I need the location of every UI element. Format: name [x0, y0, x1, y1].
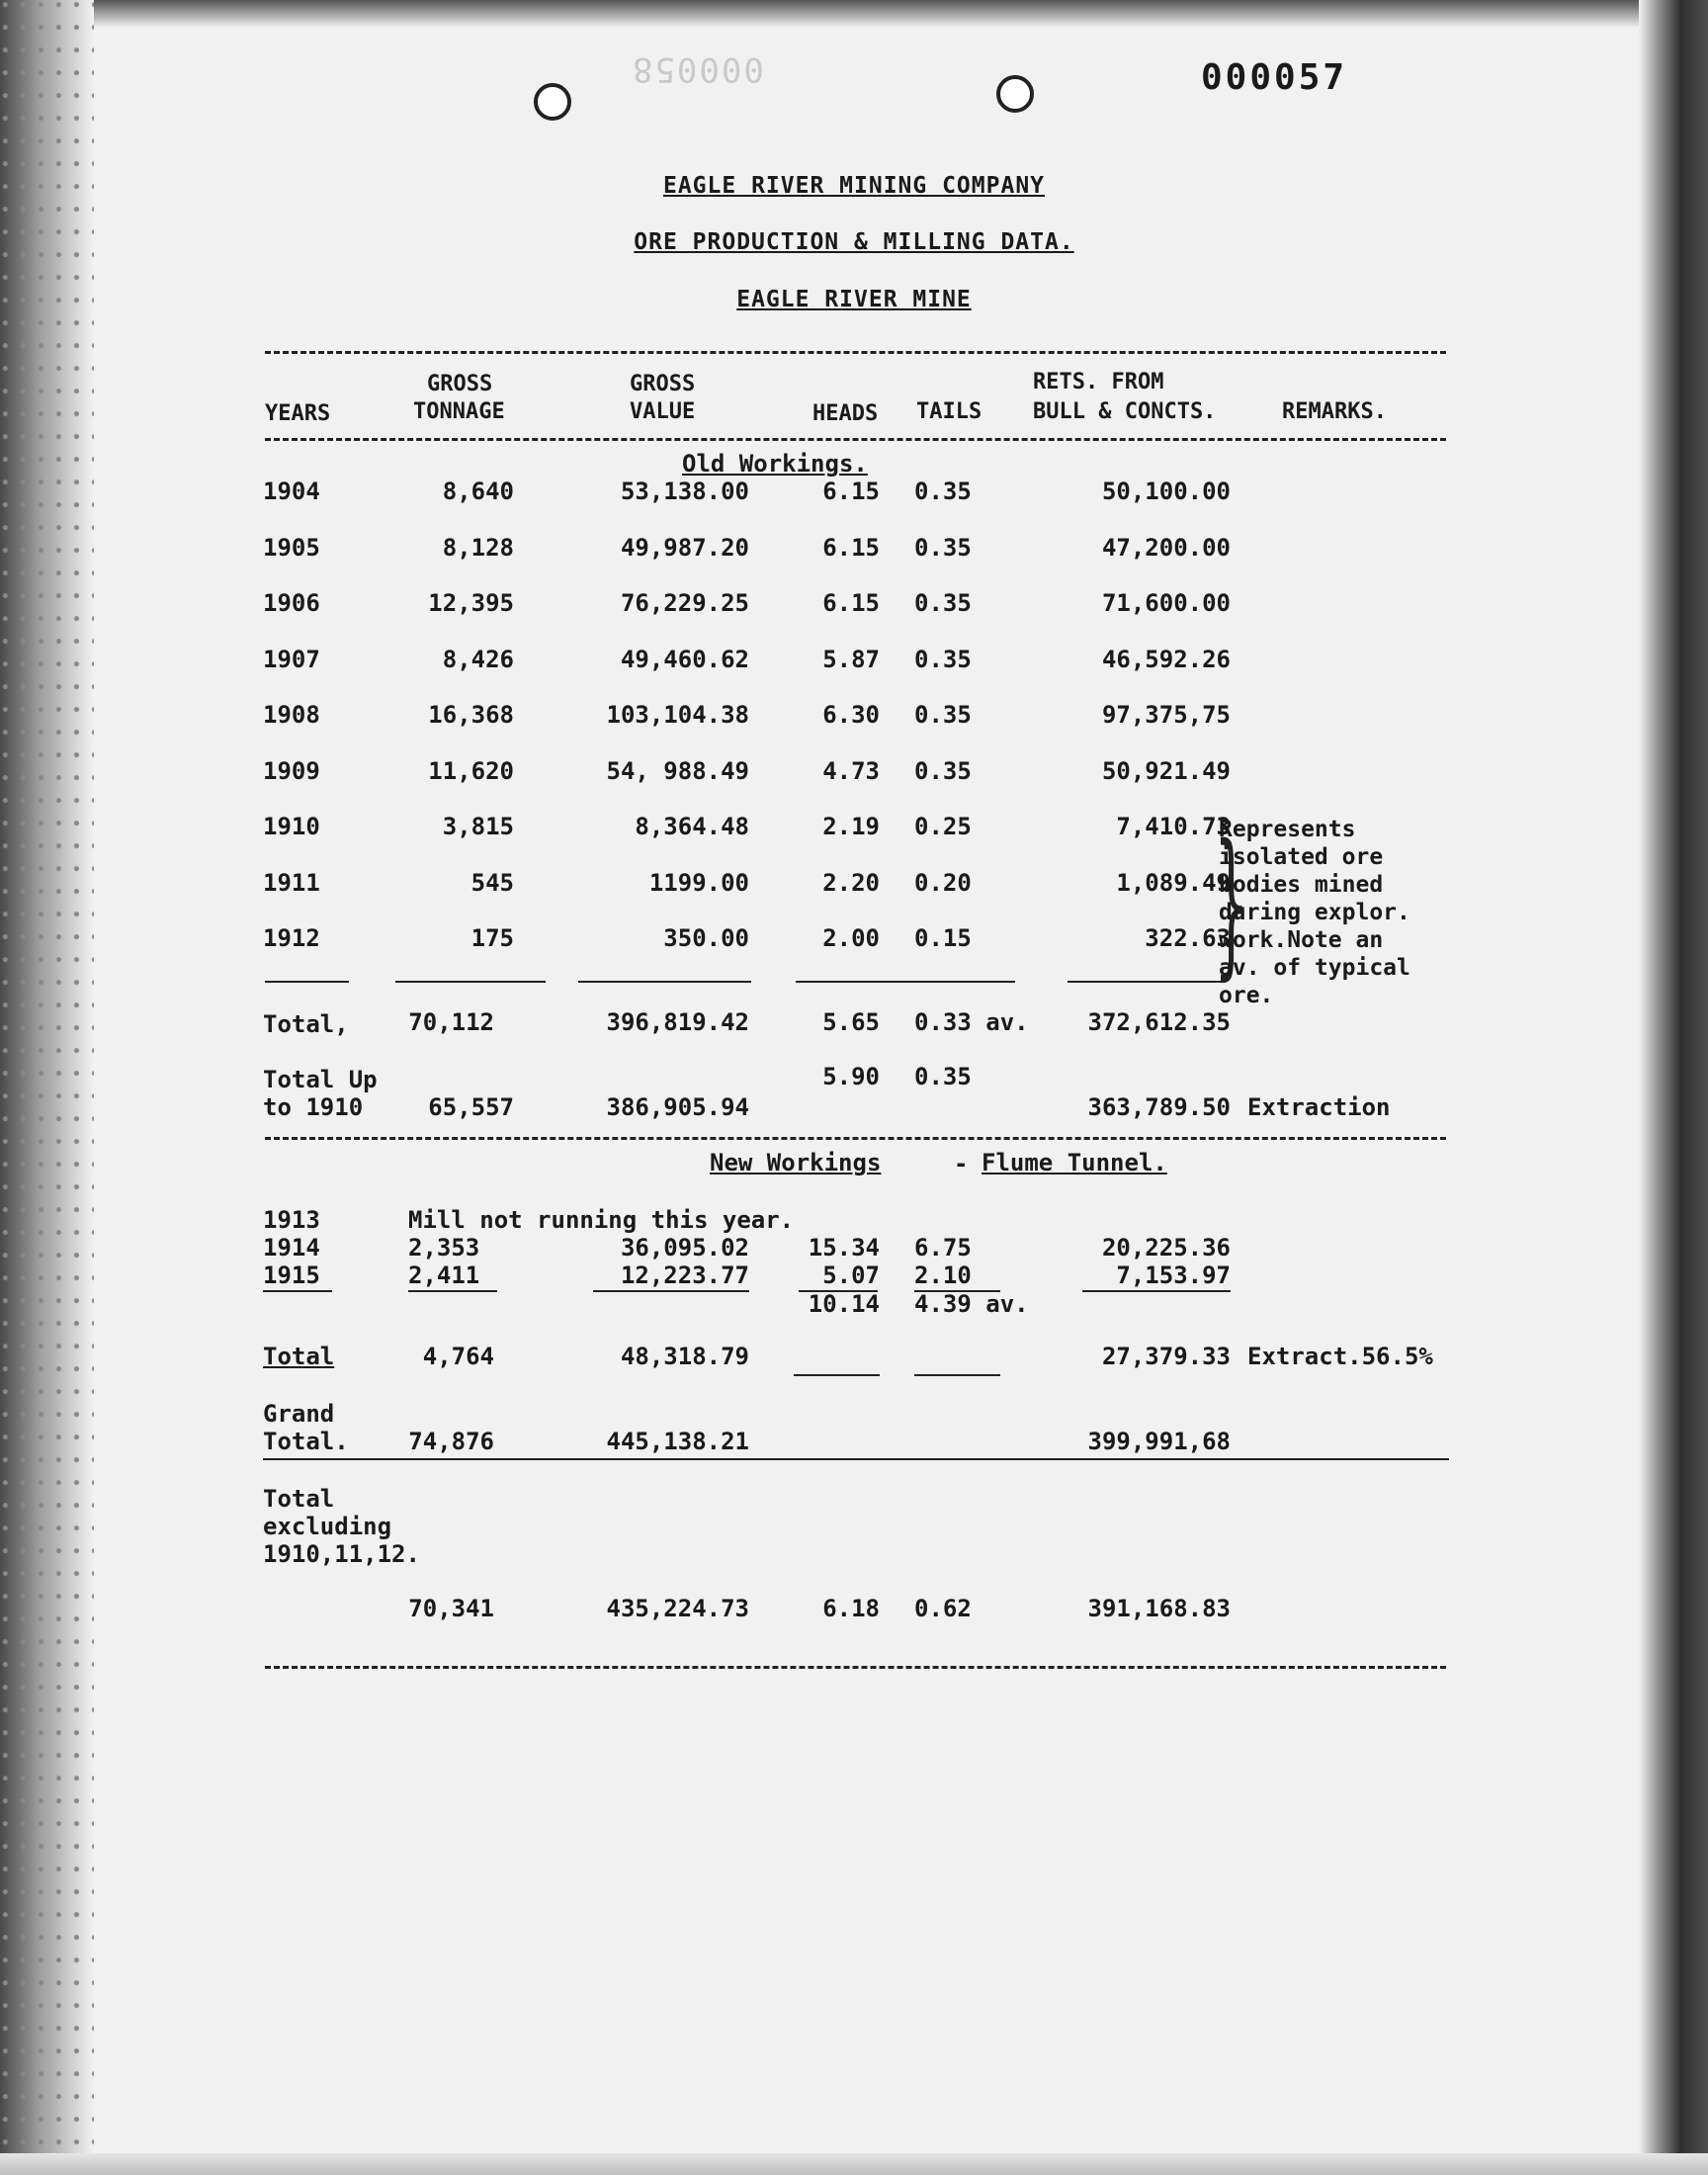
- new-total-rets: 27,379.33: [1101, 1343, 1231, 1370]
- total-up-heads: 5.90: [822, 1063, 880, 1090]
- document-number: 000057: [1201, 57, 1348, 98]
- new-row-tails: 2.10: [914, 1262, 972, 1289]
- total-up-remark: Extraction: [1247, 1093, 1391, 1121]
- excl-label-2: excluding: [263, 1513, 392, 1540]
- row-year: 1904: [263, 478, 320, 505]
- row-1913-year: 1913: [263, 1206, 320, 1234]
- new-row-value: 36,095.02: [620, 1234, 749, 1262]
- new-row-tonnage: 2,411: [408, 1262, 480, 1289]
- section-flume-tunnel: Flume Tunnel.: [982, 1149, 1167, 1176]
- blank-tails-line: [914, 1374, 1000, 1376]
- old-total-heads: 5.65: [822, 1008, 880, 1036]
- row-year: 1906: [263, 589, 320, 617]
- row-tonnage: 12,395: [428, 589, 514, 617]
- new-row-rets: 20,225.36: [1101, 1234, 1231, 1262]
- excl-label-1: Total: [263, 1485, 335, 1513]
- underline-1915-tonnage: [408, 1290, 497, 1292]
- blank-heads-line: [794, 1374, 880, 1376]
- row-value: 8,364.48: [635, 813, 749, 840]
- row-rets: 46,592.26: [1101, 645, 1231, 673]
- old-total-label: Total,: [263, 1010, 349, 1038]
- row-rets: 71,600.00: [1101, 589, 1231, 617]
- underline-tonnage: [395, 981, 546, 983]
- new-row-year: 1915: [263, 1262, 320, 1289]
- divider-top: [265, 351, 1446, 354]
- new-row-tails: 6.75: [914, 1234, 972, 1262]
- row-tonnage: 545: [470, 868, 514, 897]
- ghost-document-number: 000058: [631, 49, 764, 89]
- row-tails: 0.35: [914, 478, 972, 505]
- underline-value: [578, 981, 751, 983]
- row-heads: 6.15: [822, 589, 880, 617]
- header-value-2: VALUE: [630, 399, 696, 424]
- header-tonnage-1: GROSS: [427, 372, 493, 396]
- new-total-remark: Extract.56.5%: [1247, 1343, 1433, 1370]
- punch-hole-right: [996, 75, 1034, 113]
- divider-new-workings: [265, 1137, 1446, 1140]
- scan-edge-left: [0, 0, 94, 2175]
- new-row-heads: 15.34: [808, 1234, 880, 1262]
- underline-1915-year: [263, 1290, 332, 1292]
- row-rets: 50,921.49: [1101, 756, 1231, 785]
- row-tonnage: 175: [470, 924, 514, 952]
- scan-edge-top: [0, 0, 1708, 28]
- old-total-tonnage: 70,112: [408, 1008, 494, 1036]
- new-total-tonnage: 4,764: [422, 1343, 494, 1370]
- total-up-label-1: Total Up: [263, 1066, 378, 1093]
- row-tonnage: 8,128: [442, 533, 514, 562]
- new-row-value: 12,223.77: [620, 1262, 749, 1289]
- total-up-value: 386,905.94: [606, 1093, 749, 1121]
- row-value: 49,987.20: [620, 533, 749, 562]
- section-old-workings: Old Workings.: [682, 450, 868, 478]
- punch-hole-left: [534, 83, 571, 121]
- row-value: 53,138.00: [620, 478, 749, 505]
- row-tonnage: 8,640: [442, 478, 514, 505]
- section-separator: -: [954, 1150, 969, 1177]
- row-value: 76,229.25: [620, 589, 749, 617]
- document-subtitle: ORE PRODUCTION & MILLING DATA.: [634, 229, 1074, 255]
- company-title: EAGLE RIVER MINING COMPANY: [662, 173, 1046, 199]
- row-tails: 0.35: [914, 533, 972, 562]
- row-tails: 0.25: [914, 813, 972, 840]
- row-tonnage: 3,815: [442, 813, 514, 840]
- row-year: 1907: [263, 645, 320, 673]
- row-1913-note: Mill not running this year.: [408, 1206, 795, 1234]
- row-tails: 0.35: [914, 701, 972, 729]
- excl-tails: 0.62: [914, 1595, 972, 1622]
- underline-years: [265, 981, 349, 983]
- row-tails: 0.35: [914, 645, 972, 673]
- total-up-rets: 363,789.50: [1087, 1093, 1231, 1121]
- header-rets-1: RETS. FROM: [1033, 370, 1164, 394]
- total-up-tails: 0.35: [914, 1063, 972, 1090]
- header-years: YEARS: [265, 401, 331, 426]
- grand-total-label-1: Grand: [263, 1400, 335, 1428]
- row-rets: 322.63: [1145, 924, 1231, 952]
- grand-total-value: 445,138.21: [606, 1428, 749, 1455]
- row-value: 350.00: [663, 924, 749, 952]
- row-value: 103,104.38: [606, 701, 749, 729]
- new-total-value: 48,318.79: [620, 1343, 749, 1370]
- new-row-rets: 7,153.97: [1116, 1262, 1231, 1289]
- row-rets: 50,100.00: [1101, 478, 1231, 505]
- row-year: 1912: [263, 924, 320, 952]
- underline-1915-value: [593, 1290, 749, 1292]
- excl-label-3: 1910,11,12.: [263, 1540, 420, 1568]
- new-avg-heads: 10.14: [808, 1290, 880, 1318]
- mine-title: EAGLE RIVER MINE: [736, 287, 972, 312]
- header-heads: HEADS: [812, 401, 879, 426]
- header-value-1: GROSS: [630, 372, 696, 396]
- row-value: 49,460.62: [620, 645, 749, 673]
- divider-bottom: [265, 1666, 1446, 1669]
- new-avg-tails: 4.39 av.: [914, 1290, 1029, 1318]
- total-up-tonnage: 65,557: [428, 1093, 514, 1121]
- grand-total-tonnage: 74,876: [408, 1428, 494, 1455]
- divider-header: [265, 438, 1446, 441]
- row-heads: 6.30: [822, 701, 880, 729]
- row-year: 1909: [263, 756, 320, 785]
- row-rets: 7,410.73: [1116, 813, 1231, 840]
- underline-1915-rets: [1082, 1290, 1231, 1292]
- old-total-tails: 0.33 av.: [914, 1008, 1029, 1036]
- row-year: 1908: [263, 701, 320, 729]
- excl-tonnage: 70,341: [408, 1595, 494, 1622]
- new-row-heads: 5.07: [822, 1262, 880, 1289]
- old-total-rets: 372,612.35: [1087, 1008, 1231, 1036]
- row-heads: 2.20: [822, 868, 880, 897]
- new-row-tonnage: 2,353: [408, 1234, 480, 1262]
- row-heads: 6.15: [822, 533, 880, 562]
- section-new-workings: New Workings: [710, 1149, 882, 1176]
- row-year: 1911: [263, 868, 320, 897]
- row-value: 54, 988.49: [606, 756, 749, 785]
- row-heads: 4.73: [822, 756, 880, 785]
- row-year: 1910: [263, 813, 320, 840]
- row-tonnage: 8,426: [442, 645, 514, 673]
- header-tails: TAILS: [916, 399, 982, 424]
- grand-total-rets: 399,991,68: [1087, 1428, 1231, 1455]
- row-tonnage: 11,620: [428, 756, 514, 785]
- row-tonnage: 16,368: [428, 701, 514, 729]
- header-remarks: REMARKS.: [1282, 399, 1387, 424]
- row-rets: 1,089.49: [1116, 868, 1231, 897]
- row-heads: 2.19: [822, 813, 880, 840]
- scan-edge-bottom: [0, 2153, 1708, 2175]
- old-total-value: 396,819.42: [606, 1008, 749, 1036]
- row-tails: 0.20: [914, 868, 972, 897]
- row-heads: 6.15: [822, 478, 880, 505]
- underline-heads-tails: [796, 981, 1015, 983]
- total-up-label-2: to 1910: [263, 1093, 364, 1121]
- remarks-brace: }: [1214, 810, 1249, 995]
- row-tails: 0.15: [914, 924, 972, 952]
- row-year: 1905: [263, 533, 320, 562]
- row-tails: 0.35: [914, 589, 972, 617]
- underline-rets: [1068, 981, 1226, 983]
- excl-rets: 391,168.83: [1087, 1595, 1231, 1622]
- excl-value: 435,224.73: [606, 1595, 749, 1622]
- grand-total-label-2: Total.: [263, 1428, 349, 1455]
- row-tails: 0.35: [914, 756, 972, 785]
- row-rets: 47,200.00: [1101, 533, 1231, 562]
- row-heads: 5.87: [822, 645, 880, 673]
- row-heads: 2.00: [822, 924, 880, 952]
- header-tonnage-2: TONNAGE: [413, 399, 505, 424]
- grand-total-rule: [263, 1458, 1449, 1460]
- new-total-label: Total: [263, 1343, 335, 1370]
- header-rets-2: BULL & CONCTS.: [1033, 399, 1217, 424]
- new-row-year: 1914: [263, 1234, 320, 1262]
- excl-heads: 6.18: [822, 1595, 880, 1622]
- scan-edge-right: [1639, 0, 1708, 2175]
- row-value: 1199.00: [648, 868, 749, 897]
- row-rets: 97,375,75: [1101, 701, 1231, 729]
- old-workings-remark: Represents isolated ore bodies mined during explor. work.Note an av. of typical ore.: [1219, 817, 1410, 1008]
